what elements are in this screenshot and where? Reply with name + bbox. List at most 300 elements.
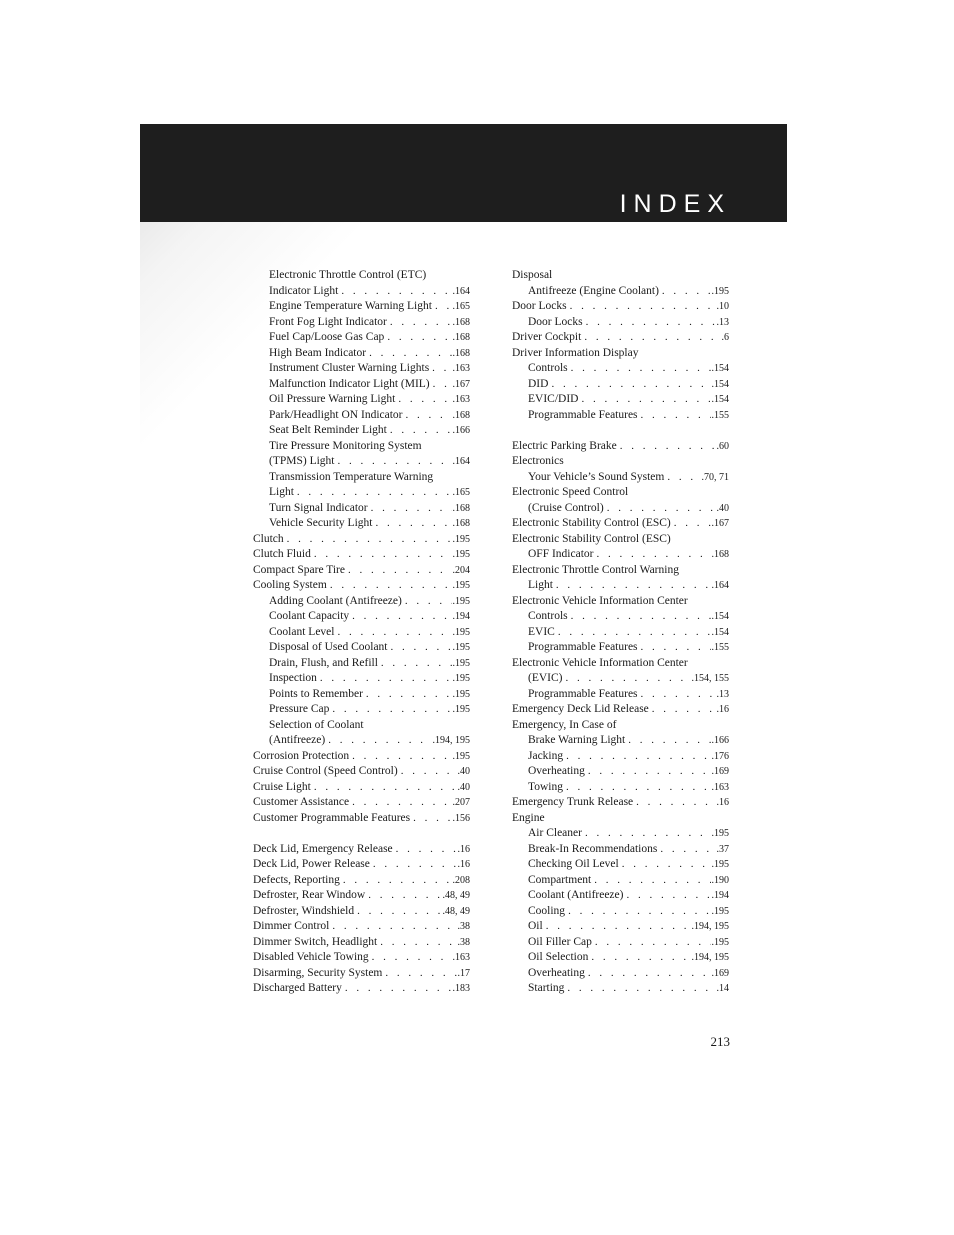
index-entry-term: Electronic Vehicle Information Center [512, 594, 688, 607]
dot-leader [349, 609, 451, 625]
dot-leader [335, 454, 452, 470]
index-header-bar [140, 124, 787, 222]
index-entry-page: .70, 71 [701, 471, 729, 483]
page-title: INDEX [619, 190, 731, 218]
dot-leader [384, 330, 451, 346]
index-entry-page: .195 [711, 905, 729, 917]
index-entry-page: .169 [711, 967, 729, 979]
index-entry [253, 687, 470, 703]
index-entry-page: .195 [452, 549, 470, 560]
index-entry [253, 966, 470, 982]
index-entry-term: Pressure Cap [269, 703, 330, 715]
index-entry [512, 439, 729, 455]
index-entry-term: Cruise Control (Speed Control) [253, 765, 398, 777]
index-entry [253, 470, 470, 486]
index-entry [512, 485, 729, 501]
index-entry [253, 578, 470, 594]
dot-leader [340, 873, 452, 889]
index-entry-term: (EVIC) [528, 672, 563, 684]
index-entry-page: .48, 49 [442, 890, 470, 901]
index-entry-term: Dimmer Control [253, 920, 330, 932]
index-entry-term: EVIC/DID [528, 393, 579, 405]
index-entry [512, 733, 729, 749]
index-entry-term: Inspection [269, 672, 317, 684]
index-entry-term: Deck Lid, Power Release [253, 858, 370, 870]
index-entry-page: .190 [711, 874, 729, 886]
index-entry [253, 501, 470, 517]
dot-leader [311, 780, 457, 796]
index-entry [253, 780, 470, 796]
dot-leader [398, 764, 457, 780]
index-entry-term: Disarming, Security System [253, 966, 383, 979]
index-entry [512, 346, 729, 362]
index-entry [253, 392, 470, 408]
index-entry-page: .154 [711, 394, 729, 405]
index-entry-page: .154 [711, 611, 729, 622]
dot-leader [565, 904, 710, 920]
index-entry-term: Driver Information Display [512, 346, 639, 359]
dot-leader [638, 640, 711, 656]
index-entry [253, 361, 470, 377]
index-entry [512, 687, 729, 703]
index-entry-term: Defects, Reporting [253, 873, 340, 886]
index-entry-term: Oil Filler Cap [528, 935, 592, 948]
index-entry [512, 392, 729, 408]
index-entry-term: Compact Spare Tire [253, 563, 345, 576]
index-entry-page: .183 [452, 983, 470, 994]
index-entry-term: Electronic Throttle Control (ETC) [269, 269, 427, 281]
index-entry [253, 749, 470, 765]
index-entry-term: Corrosion Protection [253, 749, 350, 762]
index-entry-page: .166 [711, 735, 729, 746]
index-entry [512, 625, 729, 641]
dot-leader [311, 547, 452, 563]
dot-leader [365, 888, 441, 904]
index-entry [512, 609, 729, 625]
index-entry-term: Emergency Deck Lid Release [512, 703, 649, 715]
dot-leader [402, 594, 452, 610]
index-entry-term: Break-In Recommendations [528, 842, 658, 855]
dot-leader [334, 625, 451, 641]
index-entry-page: .154 [711, 363, 729, 374]
index-entry-term: Disposal [512, 269, 553, 281]
index-entry-page: .194, 195 [691, 952, 729, 963]
index-entry [512, 516, 729, 532]
index-entry [512, 315, 729, 331]
index-entry [512, 904, 729, 920]
index-entry-page: .163 [452, 952, 470, 963]
index-entry [253, 718, 470, 734]
index-entry-term: Light [269, 486, 294, 498]
dot-leader [387, 423, 452, 439]
index-entry-term: Emergency, In Case of [512, 718, 617, 731]
index-entry-term: Emergency Trunk Release [512, 796, 634, 808]
index-entry-page: .164 [452, 285, 470, 297]
dot-leader [623, 888, 710, 904]
dot-leader [294, 485, 452, 501]
index-entry-page: .168 [452, 518, 470, 529]
index-entry-term: Overheating [528, 966, 585, 979]
index-entry [253, 919, 470, 935]
index-entry-term: Electronic Throttle Control Warning [512, 563, 679, 576]
index-entry-term: Air Cleaner [528, 827, 582, 839]
dot-leader [548, 377, 710, 393]
dot-leader [327, 578, 452, 594]
index-entry [253, 873, 470, 889]
dot-leader [604, 501, 716, 517]
index-entry-page: .195 [452, 688, 470, 700]
index-entry-term: Defroster, Rear Window [253, 889, 366, 901]
index-entry-page: .16 [716, 797, 729, 808]
index-entry-term: Engine [512, 811, 545, 824]
index-entry-term: Clutch Fluid [253, 548, 311, 560]
index-entry [512, 811, 729, 827]
dot-leader [329, 702, 451, 718]
index-entry [512, 454, 729, 470]
index-entry [253, 935, 470, 951]
index-entry-term: Light [528, 579, 553, 591]
index-entry-term: Disabled Vehicle Towing [253, 951, 369, 963]
dot-leader [372, 516, 451, 532]
dot-leader [659, 284, 711, 300]
index-entry-term: (Cruise Control) [528, 501, 604, 514]
index-entry-term: High Beam Indicator [269, 346, 367, 359]
index-entry [253, 315, 470, 331]
index-entry [512, 640, 729, 656]
index-entry [253, 408, 470, 424]
index-entry-page: .6 [721, 332, 729, 343]
index-entry-term: Turn Signal Indicator [269, 501, 368, 514]
index-entry [253, 346, 470, 362]
index-entry-page: .194, 195 [691, 921, 729, 932]
index-entry-term: Coolant (Antifreeze) [528, 889, 624, 901]
index-entry-term: Starting [528, 982, 565, 994]
index-entry-term: Oil Selection [528, 951, 589, 963]
index-entry-page: .195 [711, 285, 729, 297]
index-entry-page: .168 [452, 409, 470, 421]
dot-leader [349, 795, 451, 811]
dot-leader [329, 919, 456, 935]
index-entry-page: .164 [711, 580, 729, 591]
dot-leader [354, 904, 441, 920]
index-entry-page: .16 [716, 704, 729, 715]
index-entry [512, 361, 729, 377]
dot-leader [410, 811, 451, 827]
index-entry-term: Adding Coolant (Antifreeze) [269, 594, 402, 607]
dot-leader [593, 547, 710, 563]
index-entry-page: .194 [452, 611, 470, 622]
index-entry-term: (TPMS) Light [269, 455, 335, 467]
index-entry [512, 563, 729, 579]
index-entry-page: .195 [452, 704, 470, 715]
dot-leader [430, 377, 452, 393]
index-column-right [512, 268, 729, 997]
index-entry [253, 640, 470, 656]
index-entry-page: .14 [716, 983, 729, 994]
index-entry-page: .195 [452, 595, 470, 607]
index-entry-term: Clutch [253, 532, 284, 545]
dot-leader [638, 408, 711, 424]
dot-leader [617, 439, 716, 455]
dot-leader [377, 935, 456, 951]
dot-leader [382, 966, 456, 982]
index-entry [253, 950, 470, 966]
index-entry-page: .168 [452, 332, 470, 343]
index-entry-term: Door Locks [528, 315, 583, 328]
index-entry [512, 780, 729, 796]
index-entry-term: Overheating [528, 765, 585, 777]
dot-leader [583, 315, 716, 331]
index-entry [253, 377, 470, 393]
index-entry-term: Front Fog Light Indicator [269, 315, 387, 328]
index-column-left [253, 268, 470, 997]
index-entry-term: Fuel Cap/Loose Gas Cap [269, 331, 385, 343]
index-entry-page: .154, 155 [691, 673, 729, 684]
index-entry-page: .37 [716, 843, 729, 855]
dot-leader [553, 578, 711, 594]
index-entry-term: Driver Cockpit [512, 331, 582, 343]
index-entry [253, 811, 470, 827]
dot-leader [649, 702, 716, 718]
index-entry-term: Disposal of Used Coolant [269, 641, 388, 653]
index-entry-term: Electronics [512, 455, 564, 467]
index-entry [512, 981, 729, 997]
index-entry [253, 764, 470, 780]
index-entry [512, 935, 729, 951]
index-entry-term: Electronic Stability Control (ESC) [512, 532, 671, 545]
index-entry-term: Seat Belt Reminder Light [269, 424, 387, 436]
index-entry-term: Drain, Flush, and Refill [269, 656, 378, 669]
index-entry-page: .38 [457, 936, 470, 948]
index-entry-term: Programmable Features [528, 641, 638, 653]
index-entry-page: .169 [711, 766, 729, 777]
index-entry [253, 888, 470, 904]
index-entry [253, 284, 470, 300]
index-entry [253, 904, 470, 920]
dot-leader [429, 361, 451, 377]
index-entry [512, 284, 729, 300]
index-entry-term: Jacking [528, 749, 564, 762]
index-entry-page: .168 [452, 316, 470, 328]
index-entry-page: .195 [452, 580, 470, 591]
index-entry [253, 454, 470, 470]
index-entry-page: .195 [452, 642, 470, 653]
index-entry-term: Oil [528, 920, 543, 932]
index-entry [253, 702, 470, 718]
index-entry [253, 532, 470, 548]
index-entry-page: .168 [452, 502, 470, 514]
index-entry-page: .165 [452, 487, 470, 498]
index-entry-page: .195 [452, 533, 470, 545]
index-entry-page: .195 [452, 750, 470, 762]
dot-leader [349, 749, 451, 765]
dot-leader [671, 516, 711, 532]
index-entry-term: Coolant Capacity [269, 610, 350, 622]
index-entry-page: .167 [711, 518, 729, 529]
dot-leader [657, 842, 715, 858]
index-entry [512, 857, 729, 873]
index-entry-term: Oil Pressure Warning Light [269, 393, 396, 405]
index-entry [512, 919, 729, 935]
index-entry [253, 563, 470, 579]
index-entry-page: .176 [711, 750, 729, 762]
index-entry [253, 671, 470, 687]
index-entry [512, 795, 729, 811]
index-entry [512, 718, 729, 734]
index-entry [253, 857, 470, 873]
dot-leader [563, 780, 711, 796]
index-entry-term: Electronic Stability Control (ESC) [512, 517, 671, 529]
index-entry-term: Tire Pressure Monitoring System [269, 439, 422, 452]
dot-leader [578, 392, 710, 408]
index-entry-page: .164 [452, 456, 470, 467]
index-entry-page: .204 [452, 564, 470, 576]
index-entry-term: Selection of Coolant [269, 718, 364, 731]
index-entry [253, 330, 470, 346]
index-entry [253, 516, 470, 532]
index-entry [253, 656, 470, 672]
index-entry-page: .195 [711, 936, 729, 948]
index-entry [253, 609, 470, 625]
index-entry-page: .154 [711, 378, 729, 390]
index-entry-term: Instrument Cluster Warning Lights [269, 362, 430, 374]
index-entry-term: Malfunction Indicator Light (MIL) [269, 377, 430, 390]
index-entry-term: Your Vehicle’s Sound System [528, 470, 665, 483]
index-entry-term: DID [528, 377, 549, 390]
index-entry-page: .10 [716, 301, 729, 312]
index-entry-page: .16 [457, 859, 470, 870]
dot-leader [342, 981, 452, 997]
index-entry-term: Compartment [528, 873, 592, 886]
index-entry-term: Towing [528, 780, 563, 793]
index-entry [512, 702, 729, 718]
dot-leader [369, 950, 452, 966]
index-entry-page: .155 [711, 642, 729, 653]
index-entry-page: .207 [452, 797, 470, 808]
index-entry [512, 966, 729, 982]
index-entry-page: .195 [452, 626, 470, 638]
index-entry-page: .167 [452, 378, 470, 390]
index-entry-term: Points to Remember [269, 687, 363, 700]
dot-leader [368, 501, 452, 517]
index-entry [512, 656, 729, 672]
dot-leader [543, 919, 691, 935]
index-entry-page: .166 [452, 425, 470, 436]
index-entry-term: Engine Temperature Warning Light [269, 300, 432, 312]
index-entry [253, 485, 470, 501]
dot-leader [317, 671, 452, 687]
index-entry [253, 439, 470, 455]
index-entry-page: .17 [457, 967, 470, 979]
index-entry-page: .60 [716, 440, 729, 452]
dot-leader [568, 361, 711, 377]
index-entry-term: Coolant Level [269, 625, 335, 638]
index-entry [253, 981, 470, 997]
dot-leader [638, 687, 716, 703]
index-entry-page: .194 [711, 890, 729, 901]
dot-leader [284, 532, 452, 548]
index-entry [253, 625, 470, 641]
index-entry-page: .13 [716, 688, 729, 700]
index-entry-term: Indicator Light [269, 284, 339, 297]
index-entry [512, 501, 729, 517]
index-page [140, 124, 787, 1106]
dot-leader [585, 764, 711, 780]
index-entry-term: Programmable Features [528, 687, 638, 700]
index-entry-term: Electronic Vehicle Information Center [512, 656, 688, 669]
index-entry-term: EVIC [528, 625, 555, 638]
index-entry [512, 470, 729, 486]
index-entry-page: .168 [452, 347, 470, 359]
index-entry-term: Vehicle Security Light [269, 517, 373, 529]
index-entry-term: Controls [528, 610, 568, 622]
index-entry-page: .195 [711, 828, 729, 839]
index-entry-term: Electronic Speed Control [512, 486, 629, 498]
index-entry [512, 532, 729, 548]
dot-leader [591, 873, 710, 889]
index-entry-page: .195 [711, 859, 729, 870]
index-entry-term: Customer Assistance [253, 796, 350, 808]
index-entry [512, 764, 729, 780]
index-entry [253, 423, 470, 439]
index-entry [512, 268, 729, 284]
index-entry [512, 547, 729, 563]
index-entry-page: .155 [711, 409, 729, 421]
index-entry [253, 733, 470, 749]
dot-leader [568, 609, 711, 625]
dot-leader [378, 656, 452, 672]
index-entry [512, 578, 729, 594]
index-entry [253, 547, 470, 563]
dot-leader [387, 315, 452, 331]
index-entry-page: .195 [452, 673, 470, 684]
dot-leader [395, 392, 451, 408]
dot-leader [363, 687, 452, 703]
dot-leader [564, 981, 715, 997]
dot-leader [619, 857, 711, 873]
index-entry [512, 377, 729, 393]
dot-leader [582, 826, 711, 842]
dot-leader [555, 625, 711, 641]
dot-leader [633, 795, 715, 811]
index-entry-page: .208 [452, 874, 470, 886]
index-entry [512, 826, 729, 842]
index-entry-term: Cruise Light [253, 780, 311, 793]
index-entry-term: Programmable Features [528, 408, 638, 421]
index-entry [253, 299, 470, 315]
dot-leader [325, 733, 431, 749]
index-entry-term: OFF Indicator [528, 548, 594, 560]
index-entry-term: Brake Warning Light [528, 734, 626, 746]
index-entry-term: Dimmer Switch, Headlight [253, 935, 378, 948]
dot-leader [664, 470, 700, 486]
index-entry-term: Checking Oil Level [528, 858, 619, 870]
index-entry [512, 842, 729, 858]
dot-leader [345, 563, 452, 579]
index-entry-term: Controls [528, 362, 568, 374]
index-entry [512, 950, 729, 966]
index-entry-page: .165 [452, 301, 470, 312]
index-entry-term: Electric Parking Brake [512, 439, 617, 452]
index-entry-page: .194, 195 [432, 735, 470, 746]
dot-leader [388, 640, 452, 656]
index-entry-term: Door Locks [512, 300, 567, 312]
index-entry [512, 594, 729, 610]
dot-leader [432, 299, 452, 315]
index-entry-term: Discharged Battery [253, 982, 342, 994]
index-entry-term: Transmission Temperature Warning [269, 470, 434, 483]
index-entry-term: Customer Programmable Features [253, 811, 411, 824]
